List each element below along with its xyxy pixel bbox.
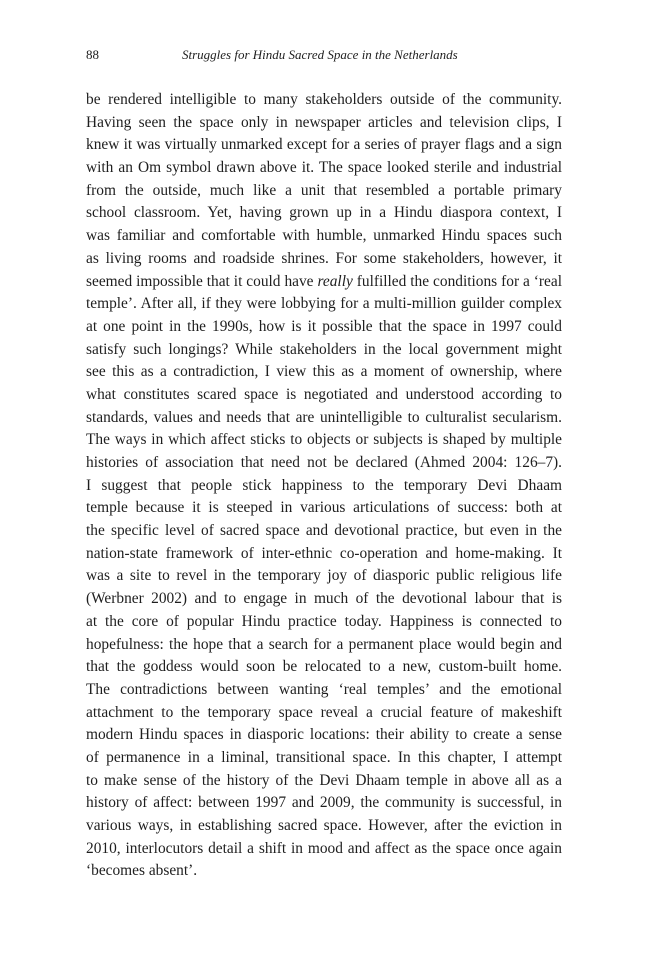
text-line: with an Om symbol drawn above it. The space looked sterile and industrial: [86, 159, 562, 177]
text-line: history of affect: between 1997 and 2009, the community is successful, in: [86, 794, 562, 812]
text-line: histories of association that need not be declared (Ahmed 2004: 126–7).: [86, 454, 562, 471]
text-line: from the outside, much like a unit that resembled a portable primary: [86, 181, 562, 199]
text-segment: seemed impossible that it could have: [86, 272, 318, 290]
text-line: various ways, in establishing sacred space. However, after the eviction in: [86, 817, 562, 834]
running-title: Struggles for Hindu Sacred Space in the Netherlands: [182, 47, 458, 62]
text-line: hopefulness: the hope that a search for a permanent place would begin and: [86, 635, 562, 653]
text-line: was a site to revel in the temporary joy of diasporic public religious life: [86, 567, 562, 585]
text-line: that the goddess would soon be relocated to a new, custom-built home.: [86, 658, 562, 676]
text-line: satisfy such longings? While stakeholders in the local government might: [86, 340, 562, 358]
text-line: nation-state framework of inter-ethnic co-operation and home-making. It: [86, 544, 562, 562]
page-number: 88: [86, 47, 99, 62]
text-line: ‘becomes absent’.: [86, 862, 198, 880]
text-line: attachment to the temporary space reveal a crucial feature of makeshift: [86, 703, 562, 721]
text-line: the specific level of sacred space and devotional practice, but even in the: [86, 522, 562, 540]
text-line: to make sense of the history of the Devi Dhaam temple in above all as a: [86, 771, 562, 789]
text-line: at the core of popular Hindu practice today. Happiness is connected to: [86, 612, 562, 630]
text-segment: fulfilled the conditions for a ‘real: [352, 272, 563, 290]
text-line: school classroom. Yet, having grown up in a Hindu diaspora context, I: [86, 204, 562, 222]
text-line: knew it was virtually unmarked except for a series of prayer flags and a sign: [86, 136, 562, 154]
text-line: The ways in which affect sticks to objects or subjects is shaped by multiple: [86, 431, 562, 449]
text-line: see this as a contradiction, I view this as a moment of ownership, where: [86, 363, 562, 381]
text-line: (Werbner 2002) and to engage in much of the devotional labour that is: [86, 590, 562, 608]
running-head: [86, 45, 562, 65]
text-line: be rendered intelligible to many stakeholders outside of the community.: [86, 91, 562, 108]
text-line: modern Hindu spaces in diasporic locations: their ability to create a sense: [86, 726, 562, 744]
text-line: 2010, interlocutors detail a shift in mood and affect as the space once again: [86, 839, 562, 857]
text-line: The contradictions between wanting ‘real temples’ and the emotional: [86, 680, 562, 698]
text-line: temple’. After all, if they were lobbying for a multi-million guilder complex: [86, 295, 562, 313]
text-line: at one point in the 1990s, how is it possible that the space in 1997 could: [86, 317, 562, 335]
emphasis-word: really: [317, 272, 353, 290]
body-paragraph: [86, 89, 562, 883]
text-line: was familiar and comfortable with humble, unmarked Hindu spaces such: [86, 227, 562, 245]
text-line: Having seen the space only in newspaper articles and television clips, I: [86, 113, 562, 131]
text-line: temple because it is steeped in various articulations of success: both at: [86, 499, 562, 517]
text-line: [86, 271, 562, 294]
text-line: I suggest that people stick happiness to the temporary Devi Dhaam: [86, 476, 562, 494]
text-line: as living rooms and roadside shrines. For some stakeholders, however, it: [86, 249, 562, 267]
text-line: standards, values and needs that are unintelligible to culturalist secularism.: [86, 408, 562, 426]
text-line: of permanence in a liminal, transitional space. In this chapter, I attempt: [86, 748, 562, 766]
text-line: what constitutes scared space is negotiated and understood according to: [86, 385, 562, 403]
